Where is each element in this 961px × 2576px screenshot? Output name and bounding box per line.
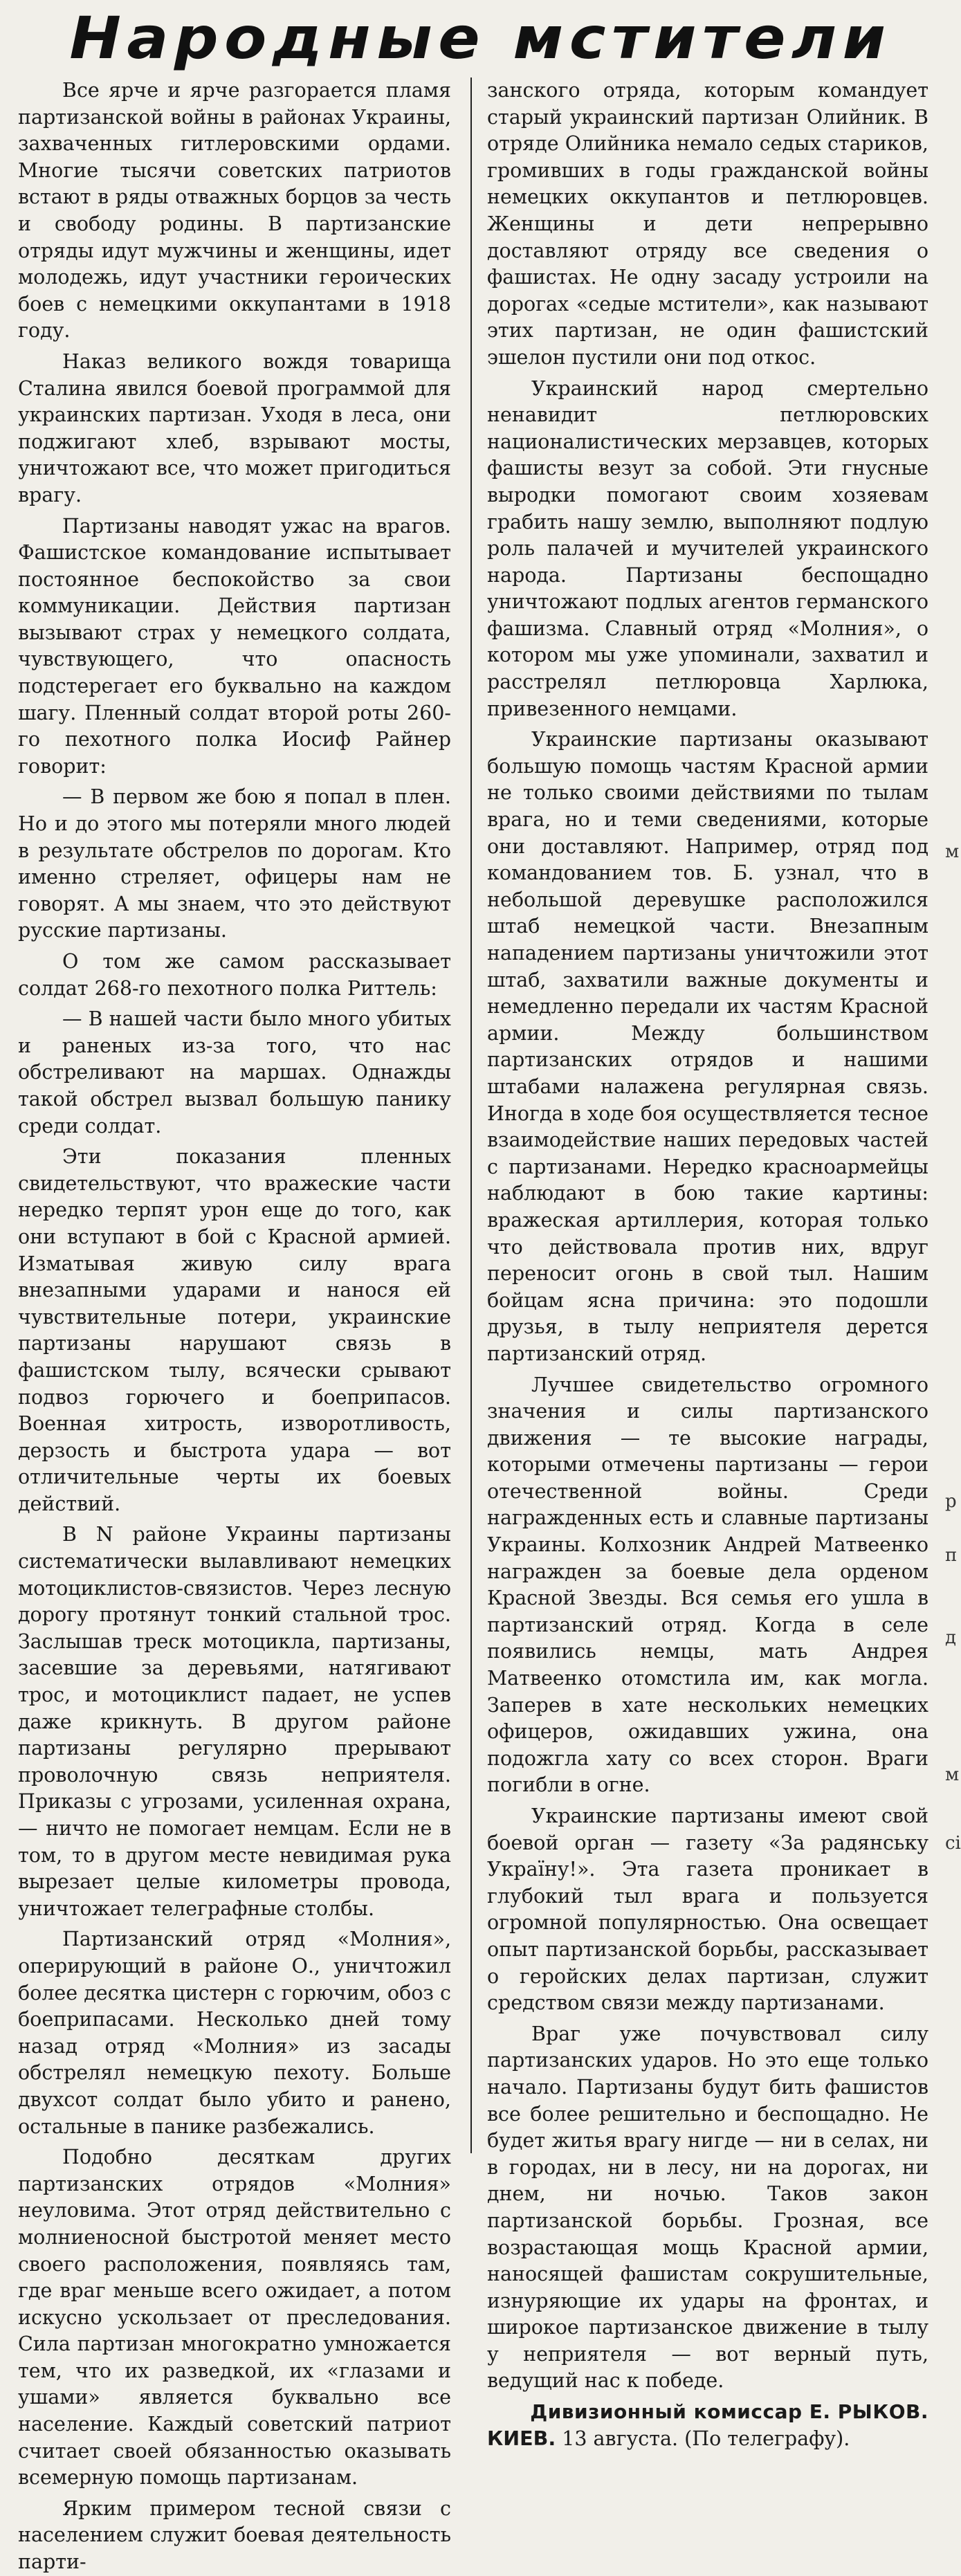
paragraph: О том же самом рассказывает солдат 268-го пехотного полка Риттель: [18,950,451,1000]
quote-paragraph: — В первом же бою я попал в плен. Но и до этого мы потеряли много людей в результате обстрелов по дорогам. Кто именно стреляет, офицеры нам не говорят. А мы знаем, что это действуют русские партизаны. [18,785,451,942]
paragraph: Украинский народ смертельно ненавидит петлюровских националистических мерзавцев, которых фашисты везут за собой. Эти гнусные выродки помогают своим хозяевам грабить нашу землю, выполняют подлую роль палачей и мучителей украинского народа. Партизаны беспощадно уничтожают подлых агентов германского фашизма. Славный отряд «Молния», о котором мы уже упоминали, захватил и расстрелял петлюровца Харлюка, привезенного немцами. [487,376,928,720]
paragraph: Эти показания пленных свидетельствуют, что вражеские части нередко терпят урон еще до того, как они вступают в бой с Красной армией. Изматывая живую силу врага внезапными ударами и нанося ей чувствительные потери, украинские партизаны нарушают связь в фашистском тылу, всячески срывают подвоз горючего и боеприпасов. Военная хитрость, изворотливость, дерзость и быстрота удара — вот отличительные черты их боевых действий. [18,1145,451,1515]
paragraph: Украинские партизаны оказывают большую помощь частям Красной армии не только своими действиями по тылам врага, но и теми сведениями, которые они доставляют. Например, отряд под командованием тов. Б. узнал, что в небольшой деревушке расположился штаб немецкой части. Внезапным нападением партизаны уничтожили этот штаб, захватили важные документы и немедленно передали их частям Красной армии. Между большинством партизанских отрядов и нашими штабами налажена регулярная связь. Иногда в ходе боя осуществляется тесное взаимодействие наших передовых частей с партизанами. Нередко красноармейцы наблюдают в бою такие картины: вражеская артиллерия, которая только что действовала против них, вдруг переносит огонь в свой тыл. Нашим бойцам ясна причина: это подошли друзья, в тылу неприятеля дерется партизанский отряд. [487,728,928,1365]
paragraph: Ярким примером тесной связи с населением служит боевая деятельность парти- [18,2496,451,2574]
margin-fragment: п [945,1545,958,1566]
paragraph: Наказ великого вождя товарища Сталина явился боевой программой для украинских партизан. Уходя в леса, они поджигают хлеб, взрывают мосты, уничтожают все, что может пригодиться врагу. [18,349,451,506]
left-column [18,77,451,2574]
paragraph: В N районе Украины партизаны систематически вылавливают немецких мотоциклистов-связистов. Через лесную дорогу протянут тонкий стальной трос. Заслышав треск мотоцикла, партизаны, засевшие за деревьями, натягивают трос, и мотоциклист падает, не успев даже крикнуть. В другом районе партизаны регулярно прерывают проволочную связь неприятеля. Приказы с угрозами, усиленная охрана, — ничто не помогает немцам. Если не в том, то в другом месте невидимая рука вырезает целые километры провода, уничтожает телеграфные столбы. [18,1523,451,1920]
paragraph: Враг уже почувствовал силу партизанских ударов. Но это еще только начало. Партизаны будут бить фашистов все более решительно и беспощадно. Не будет житья врагу нигде — ни в селах, ни в городах, ни в лесу, ни на дорогах, ни днем, ни ночью. Таков закон партизанской борьбы. Грозная, все возрастающая мощь Красной армии, наносящей фашистам сокрушительные, изнуряющие их удары на фронтах, и широкое партизанское движение в тылу у неприятеля — вот верный путь, ведущий нас к победе. [487,2022,928,2393]
article-headline [0,0,961,76]
dateline [487,2426,928,2453]
quote-paragraph: — В нашей части было много убитых и раненых из-за того, что нас обстреливают на маршах. Однажды такой обстрел вызвал большую панику среди солдат. [18,1007,451,1138]
dateline-city: КИЕВ. [487,2427,556,2450]
continued-paragraph: занского отряда, которым командует старый украинский партизан Олийник. В отряде Олийника немало седых стариков, громивших в годы гражданской войны немецких оккупантов и петлюровцев. Женщины и дети непрерывно доставляют отряду все сведения о фашистах. Не одну засаду устроили на дорогах «седые мстители», как называют этих партизан, не один фашистский эшелон пустили они под откос. [487,79,928,369]
adjacent-column-fragments [945,77,961,2153]
margin-fragment: р [945,1490,957,1512]
dateline-date: 13 августа. (По телеграфу). [562,2427,850,2450]
margin-fragment: д [945,1627,957,1648]
margin-fragment: сі [945,1832,961,1854]
paragraph: Партизанский отряд «Молния», оперирующий в районе О., уничтожил более десятка цистерн с горючим, обоз с боеприпасами. Несколько дней тому назад отряд «Молния» из засады обстрелял немецкую пехоту. Больше двухсот солдат было убито и ранено, остальные в панике разбежались. [18,1928,451,2138]
margin-fragment: м [945,1764,960,1786]
right-column [487,77,928,2450]
paragraph: Партизаны наводят ужас на врагов. Фашистское командование испытывает постоянное беспокойство за свои коммуникации. Действия партизан вызывают страх у немецкого солдата, чувствующего, что опасность подстерегает его буквально на каждом шагу. Пленный солдат второй роты 260-го пехотного полка Иосиф Райнер говорит: [18,514,451,778]
column-divider [470,77,472,2153]
margin-fragment: м [945,841,960,862]
paragraph: Украинские партизаны имеют свой боевой орган — газету «За радянську Украïну!». Эта газета проникает в глубокий тыл врага и пользуется огромной популярностью. Она освещает опыт партизанской борьбы, рассказывает о геройских делах партизан, служит средством связи между партизанами. [487,1805,928,2015]
headline-text: Народные мстители [69,4,892,72]
paragraph: Лучшее свидетельство огромного значения и силы партизанского движения — те высокие награды, которыми отмечены партизаны — герои отечественной войны. Среди награжденных есть и славные партизаны Украины. Колхозник Андрей Матвеенко награжден за боевые дела орденом Красной Звезды. Вся семья его ушла в партизанский отряд. Когда в селе появились немцы, мать Андрея Матвеенко отомстила им, как могла. Заперев в хате нескольких немецких офицеров, ожидавших ужина, она подожгла хату со всех сторон. Враги погибли в огне. [487,1373,928,1797]
author-signature: Дивизионный комиссар Е. РЫКОВ. [530,2400,928,2424]
paragraph: Все ярче и ярче разгорается пламя партизанской войны в районах Украины, захваченных гитлеровскими ордами. Многие тысячи советских патриотов встают в ряды отважных борцов за честь и свободу родины. В партизанские отряды идут мужчины и женщины, идет молодежь, идут участники героических боев с немецкими оккупантами в 1918 году. [18,79,451,342]
paragraph: Подобно десяткам других партизанских отрядов «Молния» неуловима. Этот отряд действительно с молниеносной быстротой меняет место своего расположения, появляясь там, где враг меньше всего ожидает, а потом искусно ускользает от преследования. Сила партизан многократно умножается тем, что их разведкой, их «глазами и ушами» является буквально все население. Каждый советский патриот считает своей обязанностью оказывать всемерную помощь партизанам. [18,2146,451,2490]
